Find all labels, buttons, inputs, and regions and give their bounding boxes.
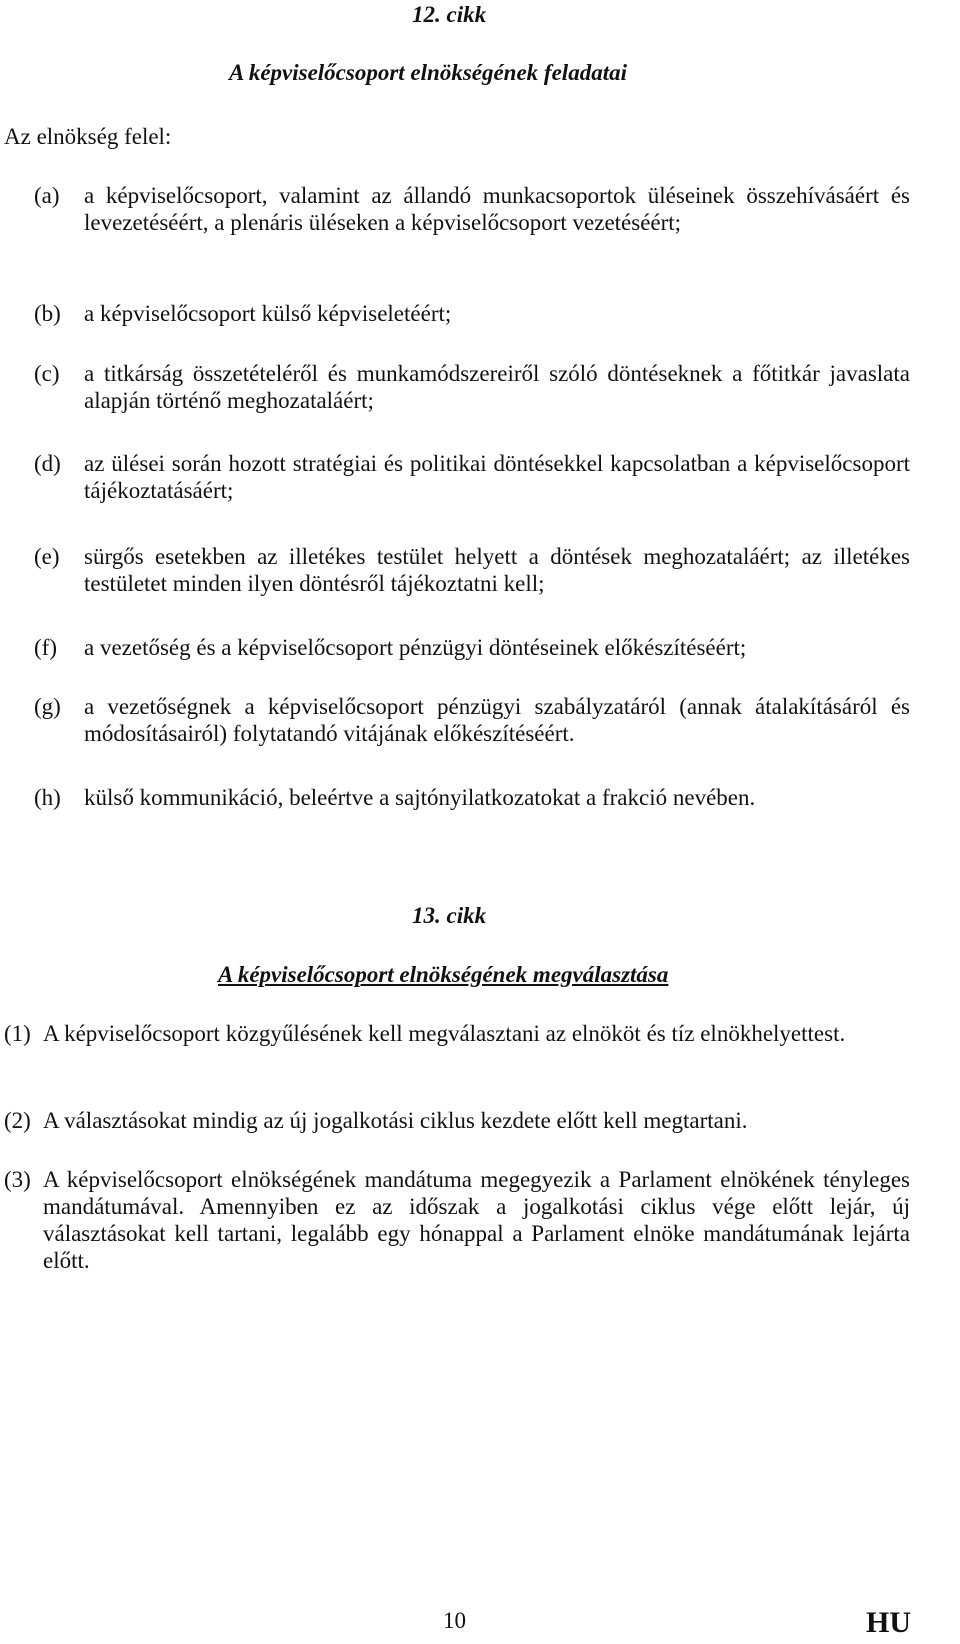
list-item-text: A képviselőcsoport elnökségének mandátuma megegyezik a Parlament elnökének tényleges mandátumával. Amennyiben ez az időszak a jogalkotási ciklus vége előtt lejár, új választásokat kell tartani, legalább egy hónappal a Parlament elnöke mandátumának lejárta előtt.: [43, 1167, 910, 1273]
list-item-text: az ülései során hozott stratégiai és politikai döntésekkel kapcsolatban a képviselőcsoport tájékoztatásáért;: [84, 451, 910, 503]
list-item-label: (f): [34, 635, 57, 660]
language-code: HU: [866, 1606, 911, 1639]
list-item: [4, 1020, 910, 1076]
list-item-label: (e): [34, 544, 60, 569]
list-item-label: (c): [34, 361, 60, 386]
list-item: [4, 1107, 910, 1137]
list-item-label: (a): [34, 183, 60, 208]
list-item: [34, 360, 910, 416]
article-12-intro: Az elnökség felel:: [4, 124, 172, 149]
list-item-label: (1): [4, 1021, 31, 1046]
list-item-text: a képviselőcsoport, valamint az állandó munkacsoportok üléseinek összehívásáért és levezetéséért, a plenáris üléseken a képviselőcsoport vezetéséért;: [84, 183, 910, 235]
list-item: [34, 693, 910, 749]
list-item: [4, 1166, 910, 1278]
page-number: 10: [443, 1608, 466, 1633]
list-item: [34, 300, 910, 330]
article-12-number: 12. cikk: [412, 2, 487, 27]
list-item-label: (d): [34, 451, 61, 476]
list-item-text: A választásokat mindig az új jogalkotási ciklus kezdete előtt kell megtartani.: [43, 1108, 748, 1133]
list-item-label: (2): [4, 1108, 31, 1133]
list-item: [34, 543, 910, 599]
article-13-title: A képviselőcsoport elnökségének megválasztása: [218, 962, 669, 987]
list-item: [34, 450, 910, 506]
article-13-number: 13. cikk: [412, 903, 487, 928]
list-item-label: (b): [34, 301, 61, 326]
list-item-label: (3): [4, 1167, 31, 1192]
list-item-text: a vezetőség és a képviselőcsoport pénzügyi döntéseinek előkészítéséért;: [84, 635, 747, 660]
list-item-text: sürgős esetekben az illetékes testület helyett a döntések meghozataláért; az illetékes testületet minden ilyen döntésről tájékoztatni kell;: [84, 544, 910, 596]
list-item-label: (h): [34, 785, 61, 810]
list-item-label: (g): [34, 694, 61, 719]
list-item-text: a képviselőcsoport külső képviseletéért;: [84, 301, 452, 326]
list-item-text: a titkárság összetételéről és munkamódszereiről szóló döntéseknek a főtitkár javaslata alapján történő meghozataláért;: [84, 361, 910, 413]
list-item: [34, 784, 910, 814]
article-12-title: A képviselőcsoport elnökségének feladatai: [229, 60, 627, 85]
list-item-text: A képviselőcsoport közgyűlésének kell megválasztani az elnököt és tíz elnökhelyettest.: [43, 1021, 846, 1046]
list-item: [34, 634, 910, 664]
list-item-text: külső kommunikáció, beleértve a sajtónyilatkozatokat a frakció nevében.: [84, 785, 756, 810]
list-item-text: a vezetőségnek a képviselőcsoport pénzügyi szabályzatáról (annak átalakításáról és módosításairól) folytatandó vitájának előkészítéséért.: [84, 694, 910, 746]
list-item: [34, 182, 910, 264]
